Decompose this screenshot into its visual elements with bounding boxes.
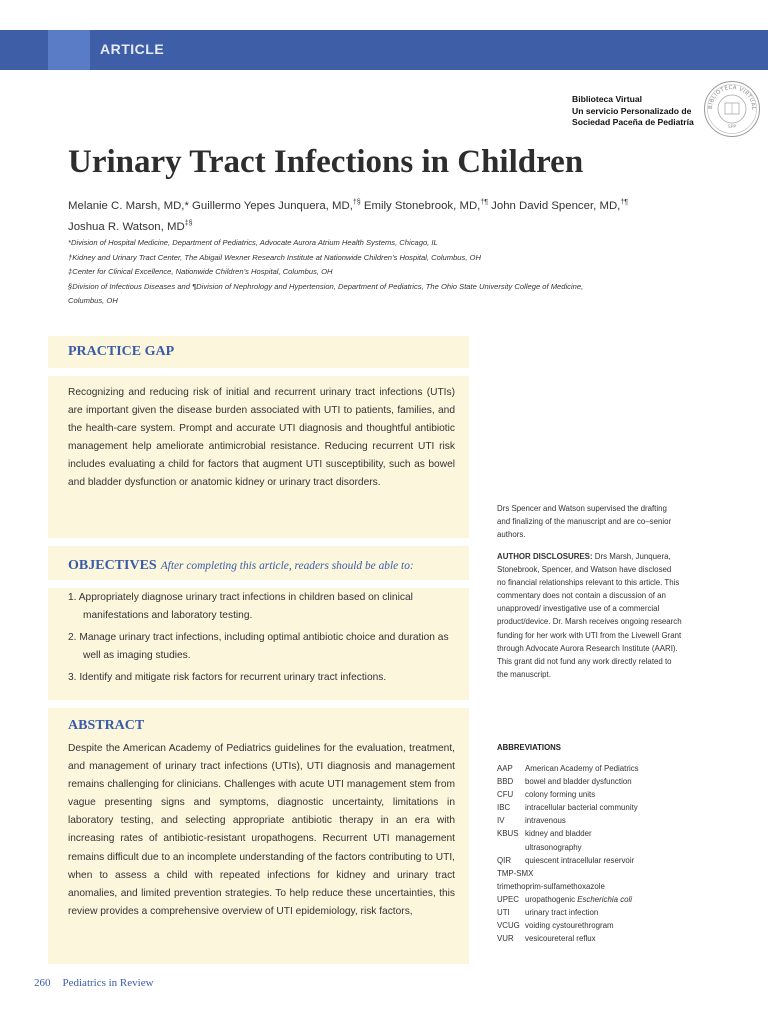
affiliations [68,236,708,309]
abbreviation-row [497,854,727,867]
abbreviations-list [497,762,727,945]
banner-tab [48,30,90,70]
author-disclosures [497,550,682,681]
abbr-code: VCUG [497,921,520,931]
abbreviation-row [497,867,727,880]
library-stamp-text [572,94,694,129]
affiliation: Columbus, OH [68,296,118,305]
objective-item: 1. Appropriately diagnose urinary tract infections in children based on clinical manifestations and laboratory testing. [68,592,413,621]
abbr-def: urinary tract infection [525,908,599,918]
objectives-heading [68,558,414,574]
abbr-def [525,893,727,906]
author-sup: ‡§ [184,219,193,227]
abbreviation-row [497,827,727,853]
affiliation: §Division of Infectious Diseases and ¶Division of Nephrology and Hypertension, Department of Pediatrics, The Ohio State University College of Medicine, [68,281,584,291]
abbr-def: intravenous [525,816,566,826]
affiliation: *Division of Hospital Medicine, Department of Pediatrics, Advocate Aurora Atrium Health Systems, Chicago, IL [68,238,438,247]
abbr-code: TMP-SMX [497,868,534,878]
section-divider [48,368,469,376]
library-seal-logo [703,80,761,138]
abbr-code: BBD [497,777,514,787]
affiliation: †Kidney and Urinary Tract Center, The Abigail Wexner Research Institute at Nationwide Children’s Hospital, Columbus, OH [68,252,481,262]
abbr-code: VUR [497,934,514,944]
abbr-def: voiding cystourethrogram [525,921,614,931]
author-sup: †¶ [620,199,628,206]
abbr-def [533,867,727,880]
abbr-def: bowel and bladder dysfunction [525,777,632,787]
abbreviations-heading: ABBREVIATIONS [497,743,561,752]
abbreviation-row [497,814,727,827]
abbreviation-row [497,880,727,893]
affiliation: ‡Center for Clinical Excellence, Nationwide Children’s Hospital, Columbus, OH [68,267,333,276]
abbr-def: trimethoprim-sulfamethoxazole [497,881,605,891]
abbr-def: vesicoureteral reflux [525,934,596,944]
abbreviation-row [497,762,727,775]
abbr-code: CFU [497,790,514,800]
page-number: 260 [34,977,51,989]
seal-text: BIBLIOTECA VIRTUAL [707,84,757,111]
abbr-def: American Academy of Pediatrics [525,764,639,773]
author-name: John David Spencer, MD, [491,199,621,212]
objective-item: 2. Manage urinary tract infections, including optimal antibiotic choice and duration as well as imaging studies. [68,632,449,661]
objectives-title: OBJECTIVES [68,558,157,573]
stamp-line: Biblioteca Virtual [572,94,643,104]
abbreviation-row [497,801,727,814]
seal-inner-text: SPP [727,125,737,130]
journal-name: Pediatrics in Review [62,977,154,989]
objectives-list [68,589,455,691]
author-name: Emily Stonebrook, MD, [363,199,481,212]
co-senior-author-note: Drs Spencer and Watson supervised the drafting and finalizing of the manuscript and are co–senior authors. [497,504,672,540]
author-list [68,194,708,236]
stamp-line: Sociedad Paceña de Pediatría [572,117,694,127]
abbr-def: quiescent intracellular reservoir [525,855,635,865]
abbreviation-row [497,919,727,932]
stamp-line: Un servicio Personalizado de [572,105,692,116]
disclosure-text: Drs Marsh, Junquera, Stonebrook, Spencer, and Watson have disclosed no financial relationships relevant to this article. This commentary does not contain a discussion of an unapproved/ investigative use of a commercial product/device. Dr. Marsh receives ongoing research funding for her work with UTI from the Livewell Grant through Advocate Aurora Research Institute (AARI). This grant did not fund any work directly related to the manuscript. [497,552,682,679]
objectives-subtitle: After completing this article, readers should be able to: [160,560,414,572]
abbr-code: IBC [497,803,511,813]
article-banner [0,30,768,70]
abbr-code: KBUS [497,829,519,839]
practice-gap-text: Recognizing and reducing risk of initial and recurrent urinary tract infections (UTIs) are important given the disease burden associated with UTI to patients, families, and the health-care system. Prompt and accurate UTI diagnosis and thoughtful antibiotic management help ameliorate antimicrobial resistance. Reducing recurrent UTI risk includes evaluating a child for factors that augment UTI susceptibility, such as bowel and bladder dysfunction or anatomic kidney or urinary tract disorders. [68,387,455,489]
abbreviation-row [497,932,727,945]
article-title: Urinary Tract Infections in Children [68,144,584,180]
abbr-code: IV [497,816,505,826]
abbr-code: UTI [497,908,510,918]
abstract-text: Despite the American Academy of Pediatrics guidelines for the evaluation, treatment, and management of urinary tract infections (UTIs), UTI diagnosis and management remains challenging for clinicians. Challenges with acute UTI management stem from vague presenting signs and symptoms, diagnostic uncertainty, limitations in laboratory testing, and selecting appropriate antibiotic therapy in an era with increasing rates of antibiotic-resistant uropathogens. Recurrent UTI management remains difficult due to an incomplete understanding of the factors contributing to UTI, when to assess a child with repeated infections for kidney and urinary tract anomalies, and limited prevention strategies. To help reduce these uncertainties, this review provides a comprehensive overview of UTI epidemiology, risk factors, [68,743,455,917]
abbreviation-row [497,906,727,919]
abbr-def: colony forming units [525,790,596,800]
abbr-def: kidney and bladder ultrasonography [525,829,592,852]
practice-gap-heading: PRACTICE GAP [68,344,175,359]
abbreviation-row [497,788,727,801]
author-sup: †¶ [480,199,488,206]
banner-label: ARTICLE [100,41,165,57]
authors-line-2: Joshua R. Watson, MD [68,220,185,233]
abbr-code: AAP [497,764,513,773]
page-footer [34,977,154,989]
objective-item: 3. Identify and mitigate risk factors for recurrent urinary tract infections. [68,672,387,683]
author-sup: †§ [352,199,361,206]
abbr-code: QIR [497,855,512,865]
disclosure-label: AUTHOR DISCLOSURES: [497,552,593,561]
abbr-def-text: uropathogenic [525,894,578,904]
abstract-heading: ABSTRACT [68,718,145,733]
authors-line-1: Melanie C. Marsh, MD,* Guillermo Yepes Junquera, MD, [68,199,353,212]
abbreviation-row [497,893,727,906]
abbr-code: UPEC [497,894,519,904]
abbr-def-italic: Escherichia coli [577,894,633,904]
section-divider [48,580,469,588]
abbr-def: intracellular bacterial community [525,803,638,813]
abbreviation-row [497,775,727,788]
